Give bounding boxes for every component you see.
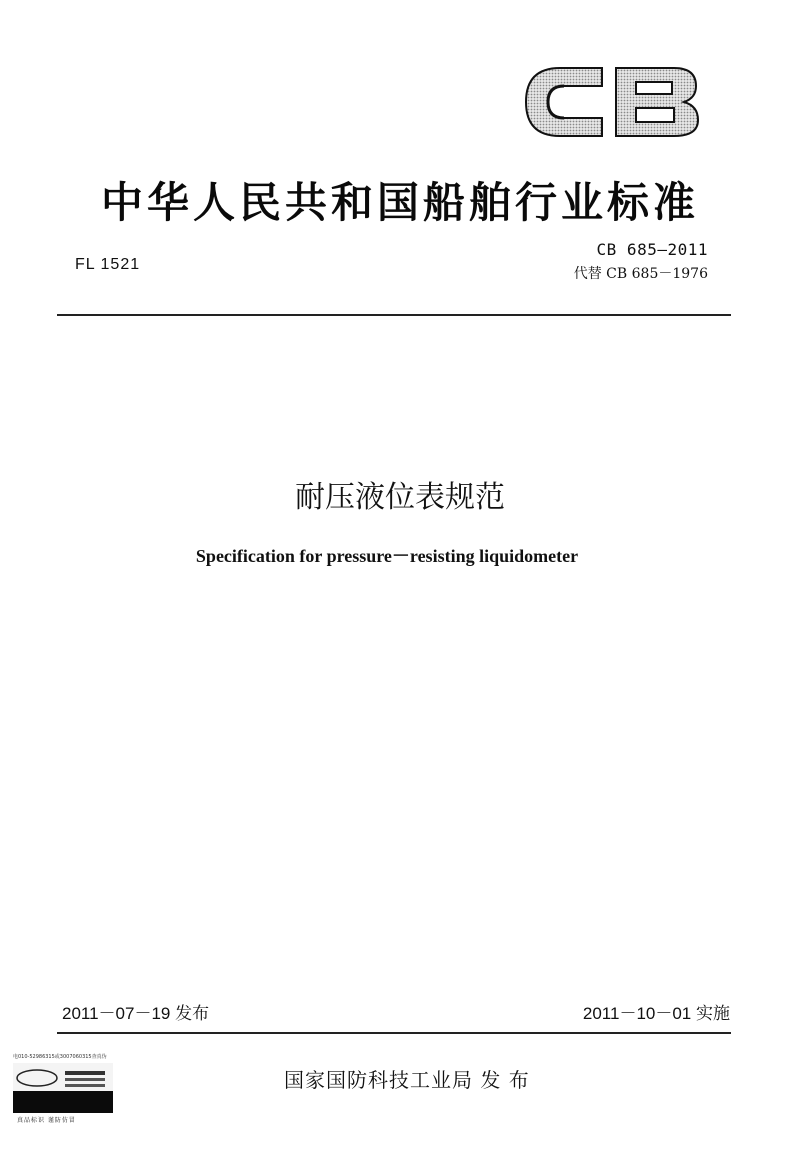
top-divider: [57, 314, 731, 316]
publisher: 国家国防科技工业局 发 布: [284, 1068, 530, 1092]
anti-counterfeit-label: [13, 1053, 113, 1125]
implementation-date: 2011－10－01 实施: [582, 1004, 730, 1023]
bottom-divider: [57, 1032, 731, 1034]
label-logo-area: [13, 1063, 113, 1093]
classification-code: FL 1521: [75, 256, 141, 273]
label-black-bar: [13, 1091, 113, 1113]
replaces-standard: 代替 CB 685－1976: [573, 266, 708, 282]
standard-number-block: [574, 240, 708, 283]
standard-number: CB 685—2011: [596, 240, 708, 259]
cb-logo: [524, 60, 700, 144]
label-caption: 真品标识 谨防仿冒: [17, 1117, 76, 1124]
issue-date: 2011－07－19 发布: [62, 1004, 210, 1023]
page-title: 中华人民共和国船舶行业标准: [100, 178, 699, 227]
document-title-en: Specification for pressure－resisting liquidometer: [195, 546, 579, 566]
document-title-cn: 耐压液位表规范: [295, 480, 505, 515]
label-logo-icon: [13, 1063, 113, 1093]
label-phone-text: 电010-52986315或3007060315查真伪: [13, 1054, 107, 1060]
